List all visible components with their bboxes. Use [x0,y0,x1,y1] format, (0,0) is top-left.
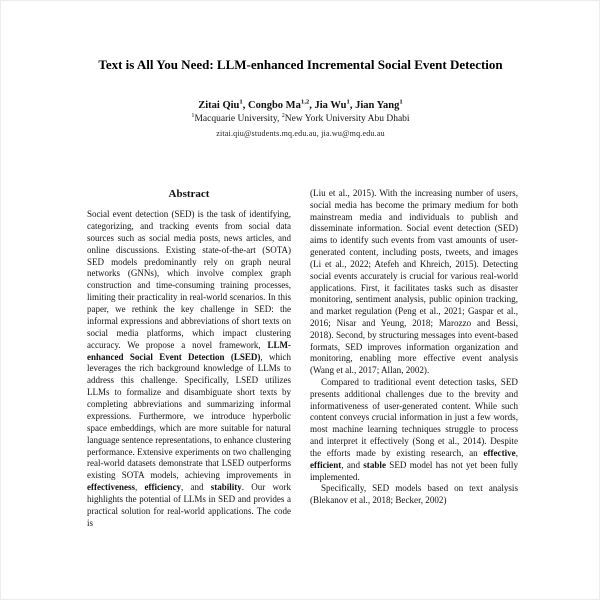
text-segment: SED model has not yet been fully implemented. [310,459,518,482]
author-affil-mark: 1 [399,98,403,106]
text-segment: Social event detection (SED) is the task of identifying, categorizing, and tracking events from social data sources such as social media posts, news articles, and online discussions. Existing state-of-the-art (SOTA) SED models predominantly rely on graph neural networks (GNNs), which involve complex graph construction and time-consuming training processes, limiting their practicality in real-world scenarios. In this paper, we rethink the key challenge in SED: the informal expressions and abbreviations of short texts on social media platforms, which impact clustering accuracy. We propose a novel framework, [87,209,291,350]
affiliations-line [85,114,516,124]
affiliation [191,114,281,124]
text-segment-bold: effective [483,447,516,458]
author [355,100,403,111]
text-segment: , and [180,482,211,493]
page-content [1,1,599,530]
intro-paragraph-2 [310,377,518,483]
text-segment-bold: LLM-enhanced Social Event Detection (LSED) [87,339,291,362]
text-segment-bold: stability [210,482,242,493]
author [314,100,352,111]
author [198,100,245,111]
text-segment-bold: efficiency [144,482,181,493]
affiliation [282,114,410,124]
author-name: Congbo Ma [248,100,301,111]
author-separator: , [349,100,353,111]
affiliation-mark: 1 [191,112,195,119]
text-segment: Compared to traditional event detection tasks, SED presents additional challenges due to the brevity and informativeness of user-generated content. While such content conveys crucial information in just a few words, most machine learning techniques struggle to process and interpret it effectively (Song et al., 2014). Despite the efforts made by existing research, an [310,377,518,458]
text-segment: . Our work highlights the potential of LLMs in SED and provides a practical solution for real-world applications. The code is [87,482,292,528]
emails-line: zitai.qiu@students.mq.edu.au, jia.wu@mq.edu.au [216,129,385,138]
right-column [310,188,518,507]
text-segment: , and [341,459,364,470]
intro-paragraph-3: Specifically, SED models based on text analysis (Blekanov et al., 2018; Becker, 2002) [310,483,518,506]
paper-title: Text is All You Need: LLM-enhanced Incremental Social Event Detection [98,57,503,72]
text-segment: , which leverages the rich background knowledge of LLMs to address this challenge. Specifically, LSED utilizes LLMs to formalize and disambiguate short texts by completing abbreviations and summarizing informal expressions. Furthermore, we introduce hyperbolic space embeddings, which are more suitable for natural language sentence representations, to enhance clustering performance. Extensive experiments on two challenging real-world datasets demonstrate that LSED outperforms existing SOTA models, achieving improvements in [87,351,292,481]
affiliation-mark: 2 [281,112,285,119]
abstract-heading: Abstract [168,188,210,200]
author-name: Jia Wu [314,100,347,111]
author-separator: , [309,100,312,111]
affiliation-text: New York University Abu Dhabi [284,114,410,124]
text-segment-bold: efficient [310,459,342,470]
text-segment: , [134,482,145,493]
author [248,100,312,111]
author-affil-mark: 1 [239,98,243,106]
text-segment: , [515,447,518,458]
authors-line [85,100,516,111]
left-column [85,188,293,530]
abstract-text [87,209,291,530]
two-column-body [85,188,516,530]
text-segment-bold: stable [363,459,386,470]
affiliation-text: Macquarie University, [194,114,282,124]
author-separator: , [242,100,246,111]
author-affil-mark: 1,2 [300,98,310,106]
author-name: Zitai Qiu [198,100,240,111]
intro-paragraph-1: (Liu et al., 2015). With the increasing number of users, social media has become the primary medium for both mainstream media and individuals to publish and disseminate information. Social event detection (SED) aims to identify such events from vast amounts of user-generated content, including posts, tweets, and images (Li et al., 2022; Atefeh and Khreich, 2015). Detecting social events accurately is crucial for various real-world applications. First, it facilitates tasks such as disaster monitoring, sentiment analysis, public opinion tracking, and market regulation (Peng et al., 2021; Gaspar et al., 2016; Nisar and Yeung, 2018; Marozzo and Bessi, 2018). Second, by structuring messages into event-based formats, SED improves information organization and monitoring, enabling more effective event analysis (Wang et al., 2017; Allan, 2002). [310,188,518,376]
text-segment-bold: effectiveness [87,482,135,493]
author-name: Jian Yang [355,100,400,111]
author-affil-mark: 1 [346,98,350,106]
